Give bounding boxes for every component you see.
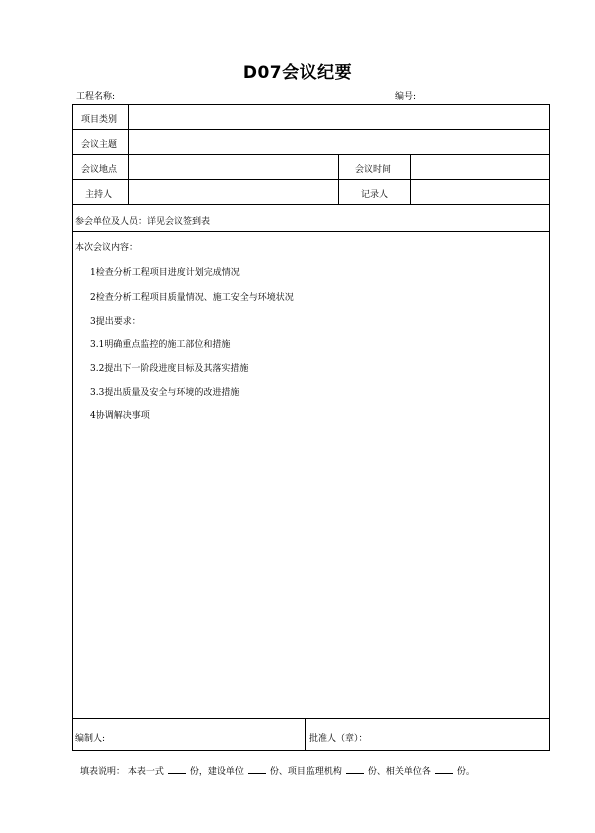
recorder-label: 记录人	[361, 190, 389, 200]
footer-text: 份，建设单位	[189, 767, 244, 777]
project-name-label: 工程名称:	[76, 92, 116, 102]
copies-blank	[168, 764, 186, 774]
content-item: 3.3提出质量及安全与环境的改进措施	[90, 388, 240, 398]
content-item: 3.1明确重点监控的施工部位和措施	[90, 340, 231, 350]
form-instructions	[80, 764, 475, 777]
meeting-location-label: 会议地点	[81, 165, 118, 175]
meeting-time-label: 会议时间	[355, 165, 392, 175]
document-number-label: 编号:	[395, 92, 417, 102]
attendees-text: 参会单位及人员：详见会议签到表	[75, 217, 211, 227]
footer-text: 份。	[456, 767, 475, 777]
footer-text: 份、相关单位各	[367, 767, 431, 777]
content-item: 3.2提出下一阶段进度目标及其落实措施	[90, 364, 249, 374]
meeting-content-heading: 本次会议内容：	[75, 243, 139, 253]
page-title: D07会议纪要	[242, 63, 353, 83]
meeting-minutes-table	[72, 104, 550, 751]
content-item: 3提出要求：	[90, 317, 141, 327]
content-item: 2检查分析工程项目质量情况、施工安全与环境状况	[90, 293, 294, 303]
footer-prefix: 填表说明： 本表一式	[80, 767, 164, 777]
copies-blank	[346, 764, 364, 774]
project-type-label: 项目类别	[81, 115, 118, 125]
copies-blank	[248, 764, 266, 774]
copies-blank	[435, 764, 453, 774]
content-item: 4协调解决事项	[90, 411, 150, 421]
approver-label: 批准人（章）：	[309, 734, 368, 744]
content-item: 1检查分析工程项目进度计划完成情况	[90, 268, 240, 278]
footer-text: 份、项目监理机构	[269, 767, 342, 777]
host-label: 主持人	[85, 190, 113, 200]
compiler-label: 编制人:	[75, 734, 106, 744]
meeting-topic-label: 会议主题	[81, 140, 118, 150]
